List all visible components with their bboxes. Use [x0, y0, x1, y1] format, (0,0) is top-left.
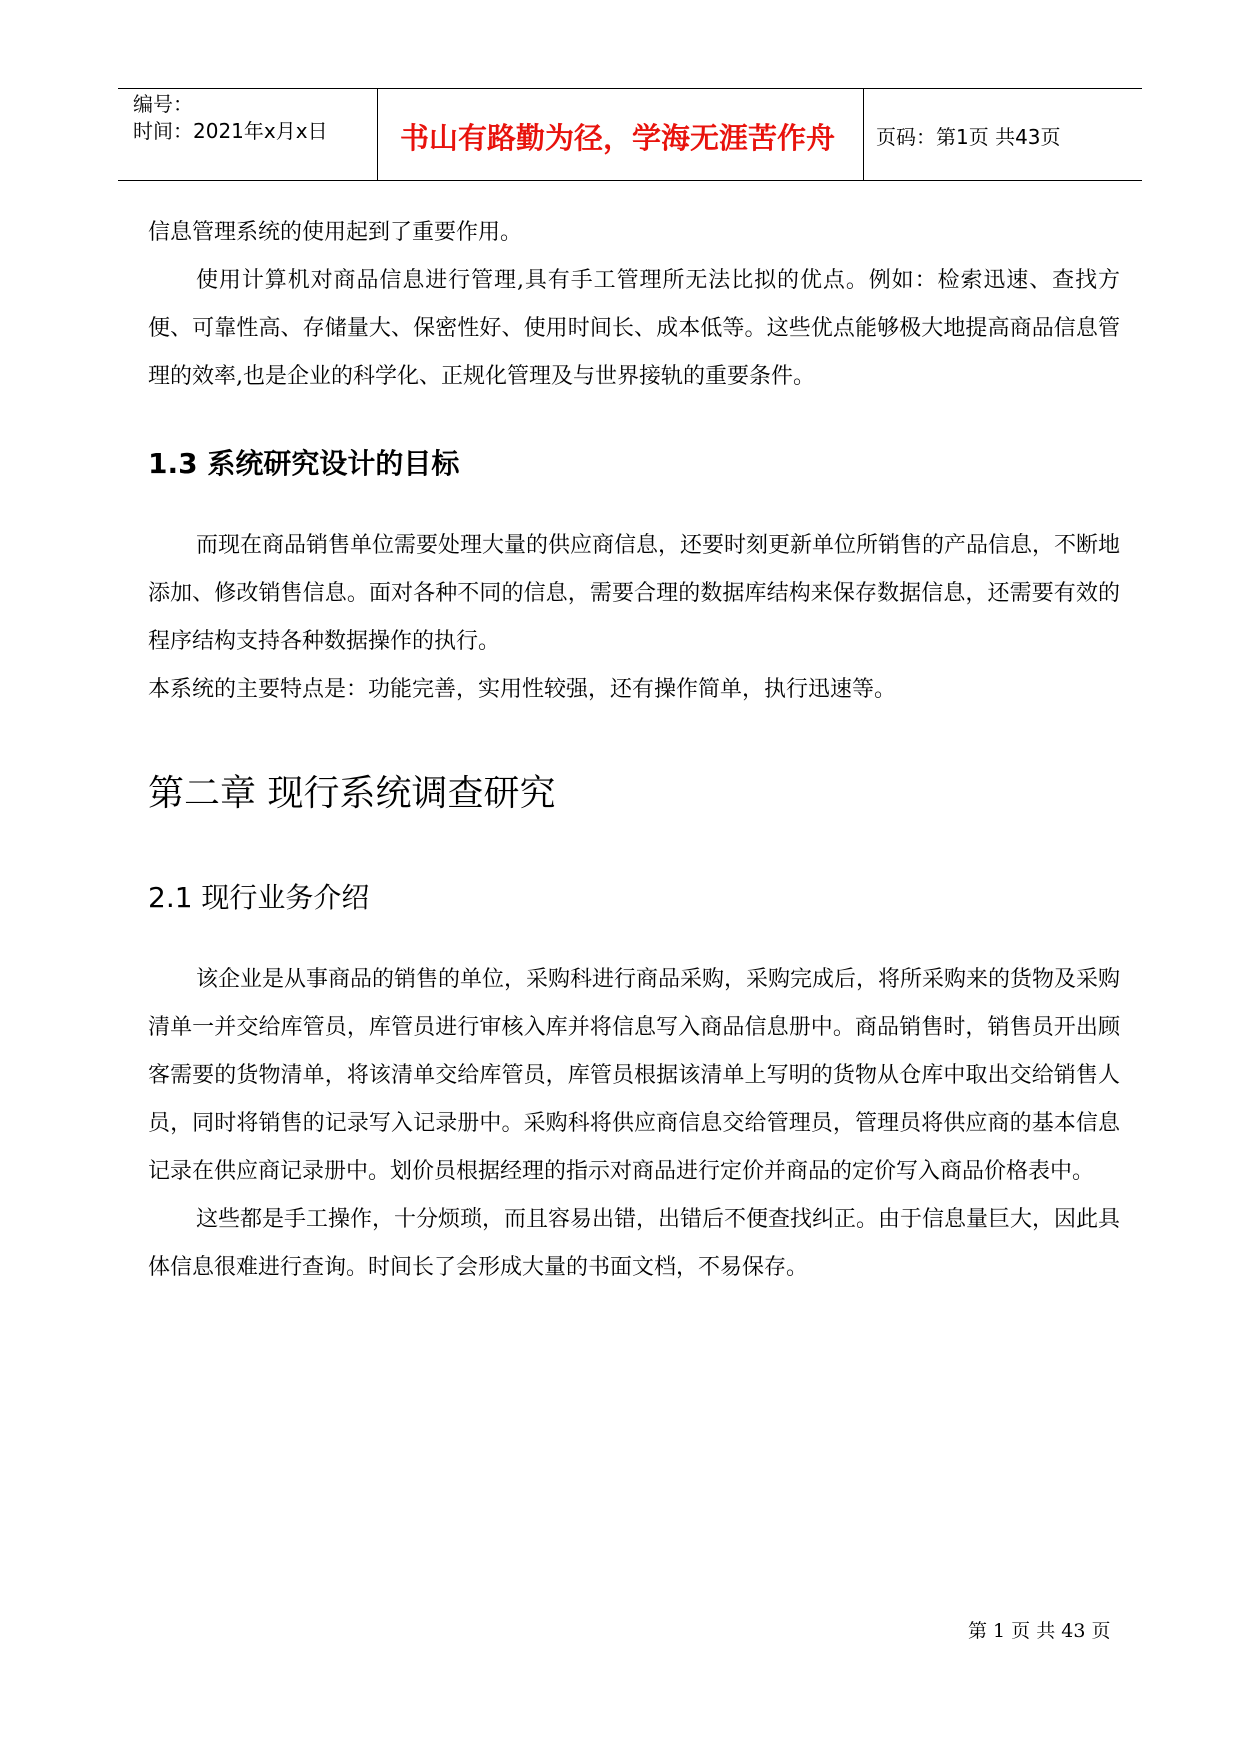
header-motto: 书山有路勤为径，学海无涯苦作舟 — [400, 121, 836, 155]
section-1-3-heading: 1.3 系统研究设计的目标 — [148, 447, 460, 480]
header-divider-right — [863, 88, 864, 180]
section-1-3-paragraph-2: 本系统的主要特点是：功能完善，实用性较强，还有操作简单，执行迅速等。 — [148, 677, 897, 702]
header-page-label: 页码：第1页 共43页 — [876, 125, 1061, 149]
footer-page-number: 第 1 页 共 43 页 — [968, 1620, 1111, 1642]
section-1-3-paragraph-1: 而现在商品销售单位需要处理大量的供应商信息，还要时刻更新单位所销售的产品信息，不断地添加、修改销售信息。面对各种不同的信息，需要合理的数据库结构来保存数据信息，还需要有效的程序结构支持各种数据操作的执行。 — [148, 533, 1121, 654]
document-date-label: 时间：2021年x月x日 — [133, 119, 328, 143]
chapter-2-heading: 第二章 现行系统调查研究 — [148, 773, 556, 814]
header-bottom-rule — [118, 180, 1142, 181]
section-2-1-paragraph-2: 这些都是手工操作，十分烦琐，而且容易出错，出错后不便查找纠正。由于信息量巨大，因此具体信息很难进行查询。时间长了会形成大量的书面文档，不易保存。 — [148, 1207, 1121, 1280]
intro-paragraph-1: 信息管理系统的使用起到了重要作用。 — [148, 220, 523, 245]
document-number-label: 编号： — [133, 92, 193, 116]
intro-paragraph-2: 使用计算机对商品信息进行管理,具有手工管理所无法比拟的优点。例如：检索迅速、查找方便、可靠性高、存储量大、保密性好、使用时间长、成本低等。这些优点能够极大地提高商品信息管理的效率,也是企业的科学化、正规化管理及与世界接轨的重要条件。 — [148, 268, 1120, 389]
section-2-1-paragraph-1: 该企业是从事商品的销售的单位，采购科进行商品采购，采购完成后，将所采购来的货物及采购清单一并交给库管员，库管员进行审核入库并将信息写入商品信息册中。商品销售时，销售员开出顾客需要的货物清单，将该清单交给库管员，库管员根据该清单上写明的货物从仓库中取出交给销售人员，同时将销售的记录写入记录册中。采购科将供应商信息交给管理员，管理员将供应商的基本信息记录在供应商记录册中。划价员根据经理的指示对商品进行定价并商品的定价写入商品价格表中。 — [148, 967, 1121, 1184]
section-2-1-heading: 2.1 现行业务介绍 — [148, 881, 370, 914]
section-1-3-body — [148, 522, 1120, 714]
intro-block — [148, 209, 1120, 401]
header-top-rule — [118, 88, 1142, 89]
section-2-1-body — [148, 956, 1120, 1292]
header-divider-left — [377, 88, 378, 180]
